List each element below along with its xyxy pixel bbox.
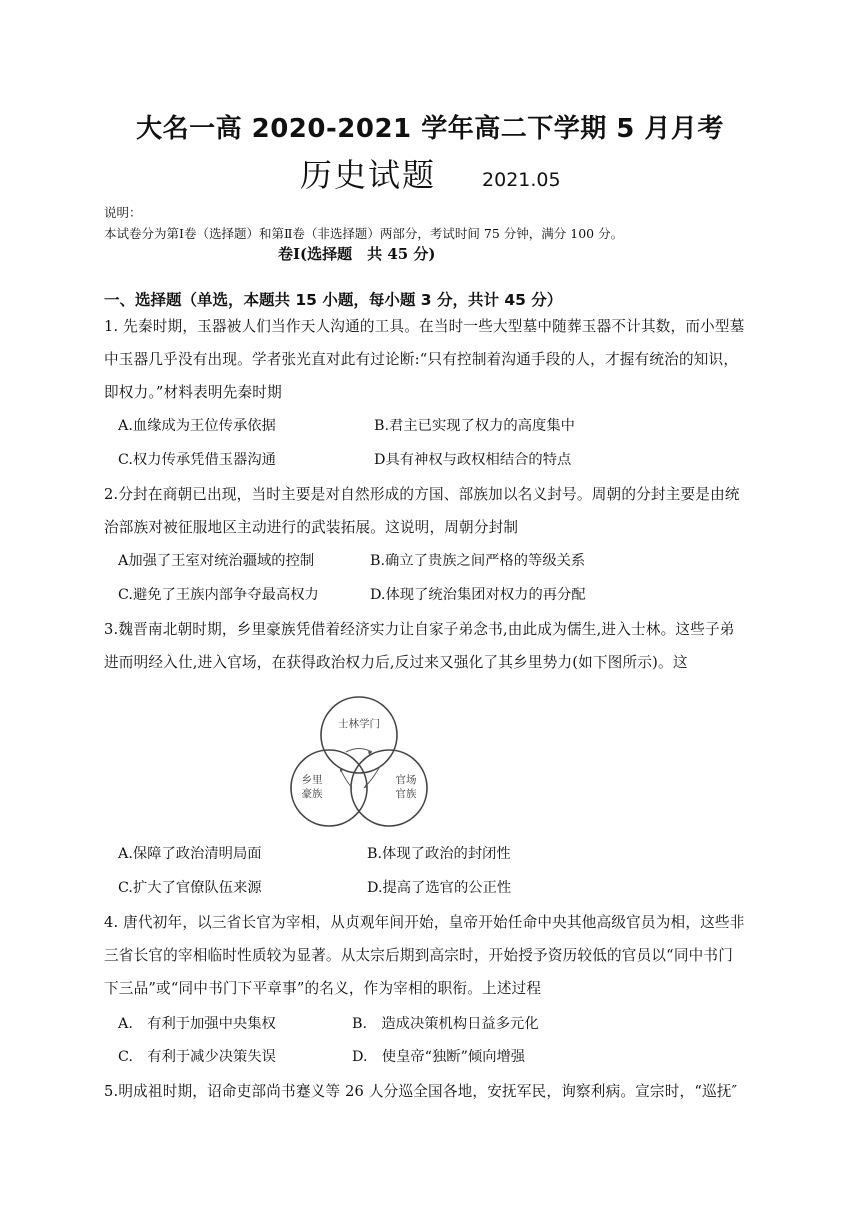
gentry-cycle-diagram bbox=[284, 690, 454, 830]
q4-line-2: 三省长官的宰相临时性质较为显著。从太宗后期到高宗时，开始授予资历较低的官员以“同中书门 bbox=[104, 947, 734, 964]
q4-line-1: 4. 唐代初年，以三省长官为宰相，从贞观年间开始，皇帝开始任命中央其他高级官员为相，这些非 bbox=[104, 914, 745, 931]
q5-line-1: 5.明成祖时期，诏命吏部尚书蹇义等 26 人分巡全国各地，安抚军民，询察利病。宣宗时，“巡抚″ bbox=[104, 1083, 738, 1100]
q2-option-a: A加强了王室对统治疆域的控制 bbox=[118, 553, 315, 569]
q4-option-c: C. 有利于减少决策失误 bbox=[118, 1049, 276, 1065]
q1-line-3: 即权力。”材料表明先秦时期 bbox=[104, 384, 282, 401]
q4-option-b: B. 造成决策机构日益多元化 bbox=[352, 1016, 539, 1032]
exam-title: 大名一高 2020-2021 学年高二下学期 5 月月考 bbox=[136, 114, 724, 144]
q3-option-d: D.提高了选官的公正性 bbox=[367, 880, 512, 896]
label-officials-1: 官场 bbox=[395, 774, 417, 786]
q4-option-a: A. 有利于加强中央集权 bbox=[118, 1016, 276, 1032]
q3-option-a: A.保障了政治清明局面 bbox=[118, 846, 262, 862]
q1-option-a: A.血缘成为王位传承依据 bbox=[118, 418, 276, 434]
q3-option-b: B.体现了政治的封闭性 bbox=[367, 846, 511, 862]
arrow-top bbox=[346, 749, 372, 753]
q1-option-c: C.权力传承凭借玉器沟通 bbox=[118, 452, 276, 468]
q2-option-b: B.确立了贵族之间严格的等级关系 bbox=[370, 553, 586, 569]
q2-option-c: C.避免了王族内部争夺最高权力 bbox=[118, 587, 319, 603]
instructions-label: 说明： bbox=[104, 205, 142, 220]
q4-option-d: D. 使皇帝“独断”倾向增强 bbox=[352, 1049, 526, 1065]
q1-line-1: 1. 先秦时期，玉器被人们当作天人沟通的工具。在当时一些大型墓中随葬玉器不计其数，而小型墓 bbox=[104, 318, 745, 335]
label-officials-2: 官族 bbox=[395, 788, 417, 800]
q3-line-1: 3.魏晋南北朝时期，乡里豪族凭借着经济实力让自家子弟念书,由此成为儒生,进入士林。这些子弟 bbox=[104, 621, 735, 638]
q1-line-2: 中玉器几乎没有出现。学者张光直对此有过论断:“只有控制着沟通手段的人，才握有统治的知识， bbox=[104, 351, 739, 368]
q2-option-d: D.体现了统治集团对权力的再分配 bbox=[370, 587, 586, 603]
q1-option-d: D具有神权与政权相结合的特点 bbox=[374, 452, 572, 468]
label-gentry-2: 豪族 bbox=[301, 788, 323, 800]
q2-line-1: 2.分封在商朝已出现，当时主要是对自然形成的方国、部族加以名义封号。周朝的分封主要是由统 bbox=[104, 486, 740, 503]
label-scholars: 士林学门 bbox=[338, 718, 380, 730]
section-title: 一、选择题（单选，本题共 15 小题，每小题 3 分，共计 45 分） bbox=[104, 291, 563, 309]
q4-line-3: 下三品”或“同中书门下平章事”的名义，作为宰相的职衔。上述过程 bbox=[104, 980, 542, 997]
q3-line-2: 进而明经入仕,进入官场，在获得政治权力后,反过来又强化了其乡里势力(如下图所示)。这 bbox=[104, 654, 688, 671]
q1-option-b: B.君主已实现了权力的高度集中 bbox=[374, 418, 575, 434]
q2-line-2: 治部族对被征服地区主动进行的武装拓展。这说明，周朝分封制 bbox=[104, 519, 519, 536]
circle-scholars bbox=[321, 697, 397, 773]
label-gentry-1: 乡里 bbox=[301, 774, 323, 786]
exam-subtitle: 历史试题 bbox=[300, 156, 437, 194]
subtitle-row bbox=[300, 150, 561, 196]
exam-date: 2021.05 bbox=[482, 169, 561, 191]
q3-option-c: C.扩大了官僚队伍来源 bbox=[118, 880, 262, 896]
volume-title: 卷Ⅰ(选择题 共 45 分) bbox=[278, 245, 436, 263]
instructions-text: 本试卷分为第Ⅰ卷（选择题）和第Ⅱ卷（非选择题）两部分，考试时间 75 分钟，满分 100 分。 bbox=[104, 226, 624, 241]
